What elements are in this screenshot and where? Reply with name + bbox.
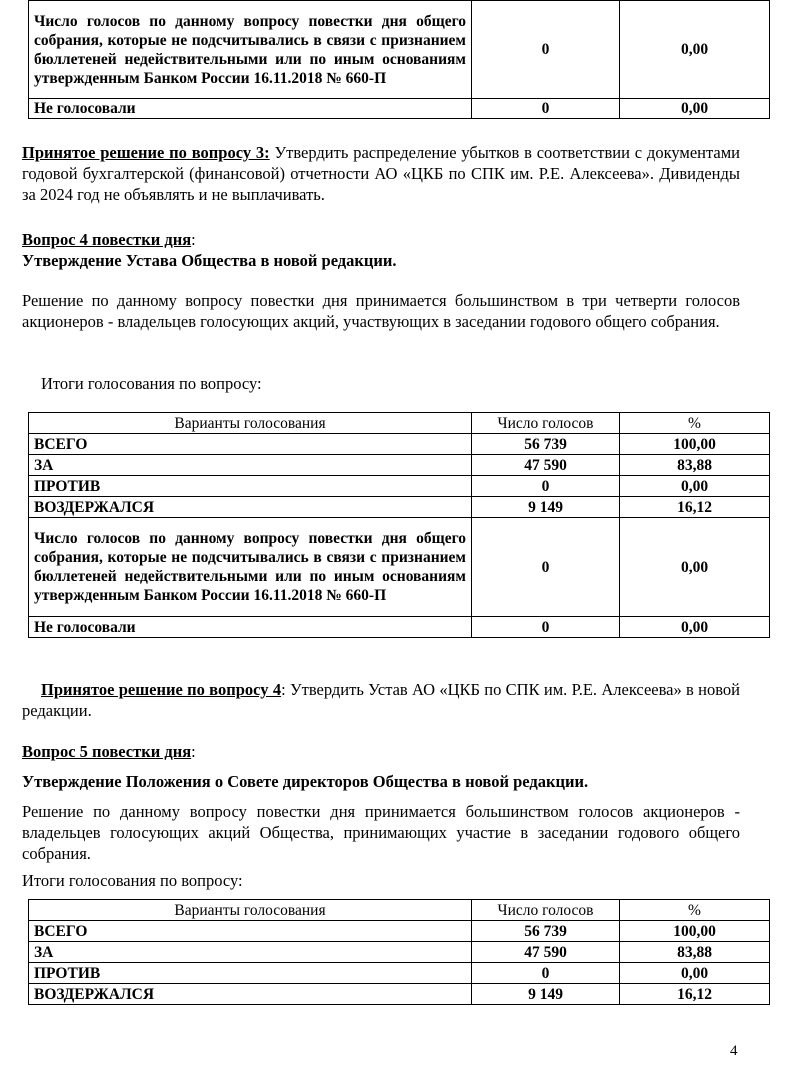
table-row [29,476,770,497]
vote-table-q4 [28,412,770,638]
cell-votes: 0 [472,1,620,99]
header-votes: Число голосов [472,900,620,921]
question-5-heading: Вопрос 5 повестки дня: [22,742,196,761]
cell-votes: 0 [472,476,620,497]
cell-label: ПРОТИВ [29,476,472,497]
cell-label: Не голосовали [29,617,472,638]
cell-votes: 9 149 [472,984,620,1005]
question-4-heading: Вопрос 4 повестки дня: Утверждение Устава Общества в новой редакции. [22,230,397,270]
header-pct: % [620,900,770,921]
table-row [29,942,770,963]
cell-votes: 56 739 [472,434,620,455]
header-pct: % [620,413,770,434]
table-header-row [29,900,770,921]
cell-pct: 0,00 [620,476,770,497]
header-votes: Число голосов [472,413,620,434]
invalid-ballots-note: Число голосов по данному вопросу повестки дня общего собрания, которые не подсчитывались в связи с признанием бюллетеней недействительными или по иным основаниям утвержденным Банком России 16.11.2018 № 660-П [29,1,472,99]
cell-votes: 56 739 [472,921,620,942]
question-4-label: Вопрос 4 повестки дня [22,230,192,249]
cell-pct: 100,00 [620,921,770,942]
question-4-results-label: Итоги голосования по вопросу: [41,374,262,393]
decision-4-label: Принятое решение по вопросу 4 [41,680,282,699]
cell-label: ВОЗДЕРЖАЛСЯ [29,497,472,518]
decision-3-text: Утвердить распределение убытков в соответствии с документами годовой бухгалтерской (финансовой) отчетности АО «ЦКБ по СПК им. Р.Е. Алексеева». Дивиденды за 2024 год не объявлять и не выплачивать. [22,143,740,204]
table-row [29,963,770,984]
table-row [29,497,770,518]
table-row [29,1,770,99]
table-row [29,921,770,942]
question-5-label: Вопрос 5 повестки дня [22,742,192,761]
question-5-title: Утверждение Положения о Совете директоров Общества в новой редакции. [22,772,589,791]
question-4-title: Утверждение Устава Общества в новой редакции. [22,251,397,270]
cell-votes: 9 149 [472,497,620,518]
cell-votes: 0 [472,518,620,617]
invalid-ballots-note: Число голосов по данному вопросу повестки дня общего собрания, которые не подсчитывались в связи с признанием бюллетеней недействительными или по иным основаниям утвержденным Банком России 16.11.2018 № 660-П [29,518,472,617]
decision-3-label: Принятое решение по вопросу 3: [22,143,270,162]
cell-votes: 47 590 [472,942,620,963]
cell-label: ВСЕГО [29,921,472,942]
table-header-row [29,413,770,434]
question-5-results-label: Итоги голосования по вопросу: [22,871,243,890]
cell-pct: 100,00 [620,434,770,455]
cell-pct: 0,00 [620,99,770,119]
cell-pct: 83,88 [620,942,770,963]
cell-pct: 16,12 [620,984,770,1005]
vote-table-q3-continued [28,0,770,119]
decision-3-paragraph [22,142,740,205]
table-row [29,455,770,476]
cell-votes: 47 590 [472,455,620,476]
cell-label: ЗА [29,455,472,476]
header-options: Варианты голосования [29,900,472,921]
question-5-rule: Решение по данному вопросу повестки дня принимается большинством голосов акционеров - владельцев голосующих акций Общества, принимающих участие в заседании годового общего собрания. [22,802,740,863]
cell-votes: 0 [472,963,620,984]
table-row [29,984,770,1005]
decision-4-text: : Утвердить Устав АО «ЦКБ по СПК им. Р.Е. Алексеева» в новой редакции. [22,680,740,720]
cell-pct: 16,12 [620,497,770,518]
table-row [29,617,770,638]
decision-4-paragraph [22,679,740,721]
cell-pct: 83,88 [620,455,770,476]
page-number: 4 [730,1043,738,1059]
header-options: Варианты голосования [29,413,472,434]
cell-pct: 0,00 [620,617,770,638]
cell-votes: 0 [472,617,620,638]
cell-pct: 0,00 [620,1,770,99]
question-4-rule: Решение по данному вопросу повестки дня принимается большинством в три четверти голосов акционеров - владельцев голосующих акций, участвующих в заседании годового общего собрания. [22,291,740,331]
table-row [29,518,770,617]
cell-label: ПРОТИВ [29,963,472,984]
cell-label: ВОЗДЕРЖАЛСЯ [29,984,472,1005]
cell-votes: 0 [472,99,620,119]
table-row [29,99,770,119]
cell-label: ВСЕГО [29,434,472,455]
cell-pct: 0,00 [620,518,770,617]
cell-pct: 0,00 [620,963,770,984]
cell-label: Не голосовали [29,99,472,119]
vote-table-q5 [28,899,770,1005]
cell-label: ЗА [29,942,472,963]
table-row [29,434,770,455]
